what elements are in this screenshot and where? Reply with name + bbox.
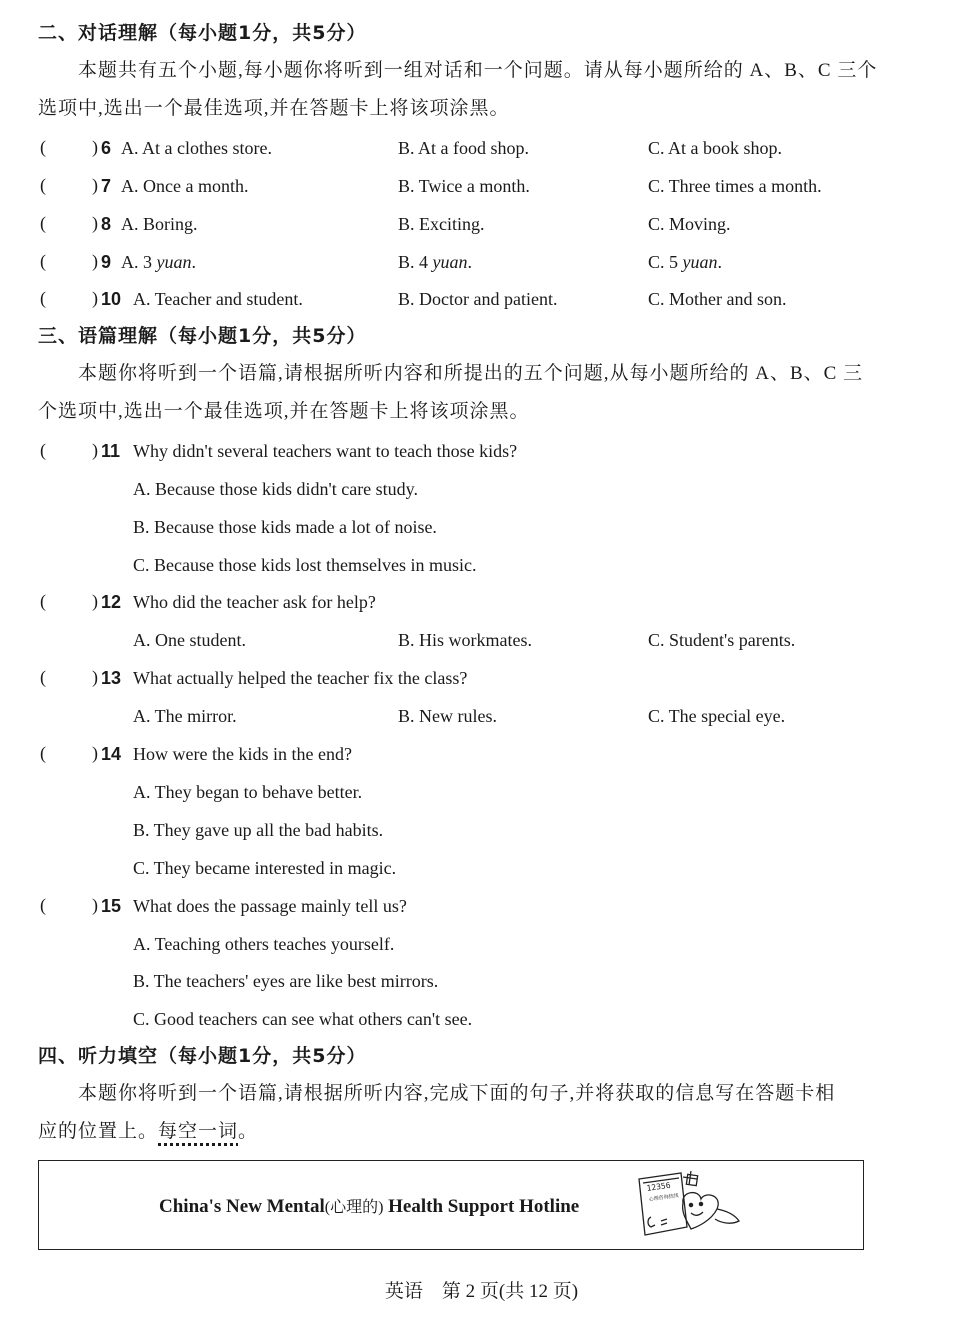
section3-instruction-2: 个选项中,选出一个最佳选项,并在答题卡上将该项涂黑。: [38, 401, 530, 422]
option-a: A. At a clothes store.: [121, 138, 272, 158]
emphasis-text: 每空一词: [158, 1121, 239, 1142]
answer-paren-close: ): [92, 591, 98, 611]
hotline-title: [159, 1194, 579, 1218]
option-c: [648, 251, 722, 273]
answer-paren-close: ): [92, 251, 98, 271]
hotline-number: 12356: [646, 1180, 672, 1193]
hotline-title-a: China's New Mental: [159, 1196, 325, 1217]
instruction-text: 应的位置上。: [38, 1121, 159, 1142]
option-b: B. Because those kids made a lot of noise.: [133, 517, 437, 537]
hotline-title-zh: (心理的): [324, 1199, 384, 1216]
option-a: A. Teacher and student.: [133, 289, 303, 309]
option-a-prefix: A. 3: [121, 252, 157, 272]
answer-paren-open[interactable]: (: [40, 743, 46, 763]
option-c-prefix: C. 5: [648, 252, 683, 272]
answer-paren-open[interactable]: (: [40, 137, 46, 157]
option-c: C. The special eye.: [648, 706, 786, 726]
option-c: C. Moving.: [648, 214, 731, 234]
option-c: C. At a book shop.: [648, 138, 783, 158]
hotline-title-b: Health Support Hotline: [383, 1196, 580, 1217]
option-c-suffix: .: [717, 252, 723, 272]
section2-heading: 二、对话理解（每小题1分，共5分）: [38, 22, 367, 44]
option-c: C. Three times a month.: [648, 176, 822, 196]
option-b-suffix: .: [467, 252, 473, 272]
answer-paren-close: ): [92, 895, 98, 915]
answer-paren-close: ): [92, 288, 98, 308]
question-number: 13: [101, 668, 122, 688]
answer-paren-open[interactable]: (: [40, 251, 46, 271]
section3-heading: 三、语篇理解（每小题1分，共5分）: [38, 325, 367, 347]
option-b: B. Doctor and patient.: [398, 289, 558, 309]
option-a: A. Because those kids didn't care study.: [133, 479, 419, 499]
section4-instruction-1: 本题你将听到一个语篇,请根据所听内容,完成下面的句子,并将获取的信息写在答题卡相: [78, 1083, 836, 1104]
option-a-suffix: .: [191, 252, 196, 272]
option-a: A. The mirror.: [133, 706, 237, 726]
answer-paren-close: ): [92, 175, 98, 195]
option-b: B. They gave up all the bad habits.: [133, 820, 384, 840]
hotline-box: [38, 1160, 864, 1250]
option-a: A. They began to behave better.: [133, 782, 363, 802]
question-number: 15: [101, 896, 122, 916]
option-b: B. New rules.: [398, 706, 497, 726]
question-number: 11: [101, 441, 121, 461]
option-b: B. His workmates.: [398, 630, 532, 650]
question-number: 7: [101, 176, 112, 196]
option-b: B. Exciting.: [398, 214, 485, 234]
answer-paren-open[interactable]: (: [40, 895, 46, 915]
answer-paren-close: ): [92, 137, 98, 157]
option-c: C. Because those kids lost themselves in music.: [133, 555, 477, 575]
answer-paren-open[interactable]: (: [40, 213, 46, 233]
option-b-currency: yuan: [432, 252, 468, 272]
question-text: What does the passage mainly tell us?: [133, 896, 407, 916]
option-c: C. Student's parents.: [648, 630, 796, 650]
option-b: B. The teachers' eyes are like best mirrors.: [133, 971, 439, 991]
answer-paren-close: ): [92, 440, 98, 460]
answer-paren-close: ): [92, 743, 98, 763]
option-c: C. Mother and son.: [648, 289, 787, 309]
question-number: 6: [101, 138, 112, 158]
option-c: C. Good teachers can see what others can't see.: [133, 1009, 473, 1029]
question-number: 9: [101, 252, 112, 272]
answer-paren-open[interactable]: (: [40, 667, 46, 687]
section2-instruction-2: 选项中,选出一个最佳选项,并在答题卡上将该项涂黑。: [38, 98, 510, 119]
option-a: A. One student.: [133, 630, 246, 650]
option-c-currency: yuan: [682, 252, 718, 272]
instruction-end: 。: [238, 1121, 259, 1142]
answer-paren-open[interactable]: (: [40, 591, 46, 611]
option-b: [398, 251, 472, 273]
question-text: Who did the teacher ask for help?: [133, 592, 376, 612]
question-number: 10: [101, 289, 122, 309]
question-text: Why didn't several teachers want to teach those kids?: [133, 441, 518, 461]
hotline-caption: 心理咨询热线: [648, 1192, 680, 1203]
answer-paren-open[interactable]: (: [40, 288, 46, 308]
section3-instruction-1: 本题你将听到一个语篇,请根据所听内容和所提出的五个问题,从每小题所给的 A、B、C 三: [78, 363, 864, 384]
option-b: B. Twice a month.: [398, 176, 530, 196]
option-a: A. Boring.: [121, 214, 198, 234]
option-b-prefix: B. 4: [398, 252, 433, 272]
answer-paren-open[interactable]: (: [40, 175, 46, 195]
question-text: What actually helped the teacher fix the class?: [133, 668, 468, 688]
section4-heading: 四、听力填空（每小题1分，共5分）: [38, 1045, 367, 1067]
option-a: A. Once a month.: [121, 176, 249, 196]
question-number: 8: [101, 214, 112, 234]
question-text: How were the kids in the end?: [133, 744, 352, 764]
option-a: A. Teaching others teaches yourself.: [133, 934, 395, 954]
option-c: C. They became interested in magic.: [133, 858, 397, 878]
question-number: 14: [101, 744, 122, 764]
answer-paren-open[interactable]: (: [40, 440, 46, 460]
section2-instruction-1: 本题共有五个小题,每小题你将听到一组对话和一个问题。请从每小题所给的 A、B、C 三个: [78, 60, 878, 81]
section4-instruction-2: [38, 1121, 258, 1143]
option-a: [121, 251, 196, 273]
page-footer: 英语 第 2 页(共 12 页): [384, 1281, 579, 1302]
option-a-currency: yuan: [156, 252, 192, 272]
option-b: B. At a food shop.: [398, 138, 530, 158]
answer-paren-close: ): [92, 213, 98, 233]
answer-paren-close: ): [92, 667, 98, 687]
question-number: 12: [101, 592, 122, 612]
hotline-phone-heart-icon: [631, 1169, 751, 1245]
